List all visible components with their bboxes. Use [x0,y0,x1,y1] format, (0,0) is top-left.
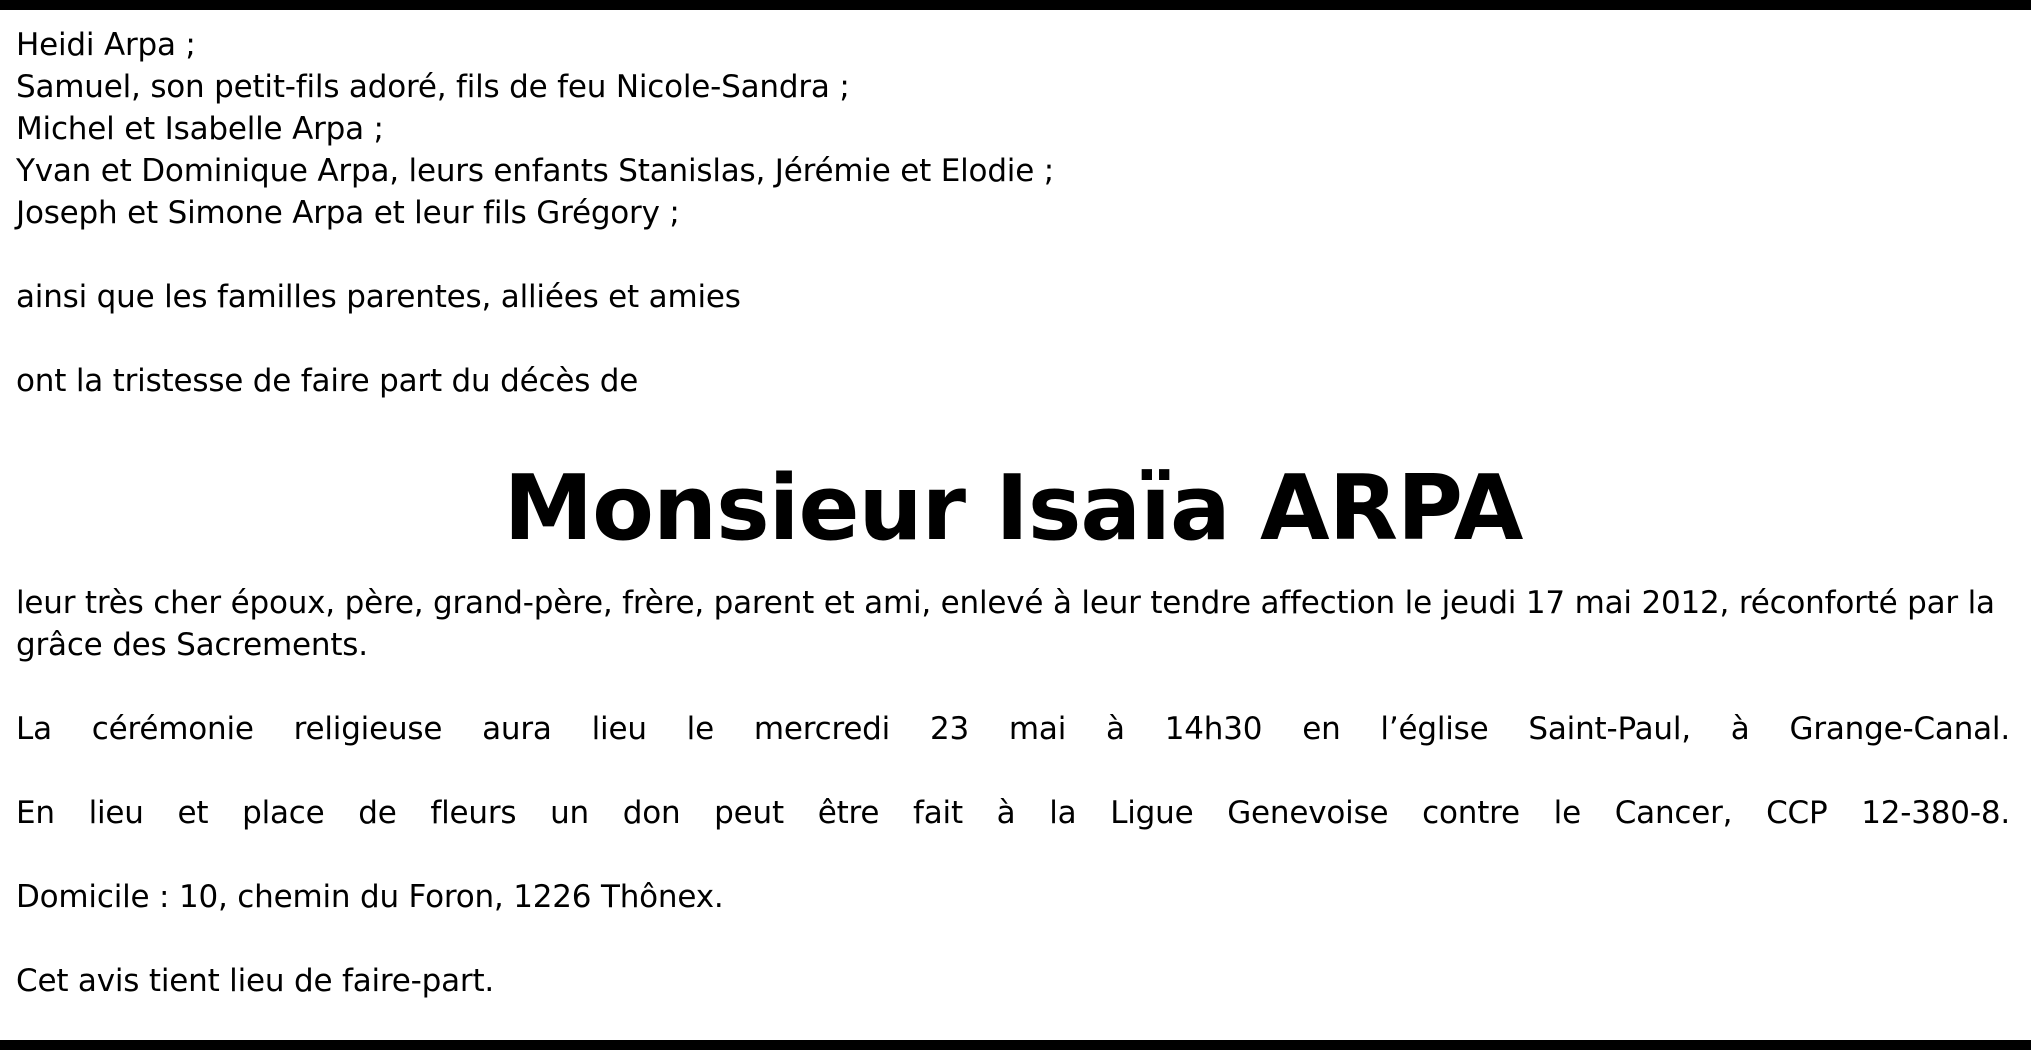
top-border [0,0,2031,10]
bottom-border [0,1040,2031,1050]
family-line-1: Heidi Arpa ; [16,27,196,63]
family-line-5: Joseph et Simone Arpa et leur fils Grégory ; [16,195,680,231]
relatives-line: ainsi que les familles parentes, alliées et amies [16,279,741,315]
donation-paragraph: En lieu et place de fleurs un don peut être fait à la Ligue Genevoise contre le Cancer, CCP 12-380-8. [16,795,2010,831]
family-line-3: Michel et Isabelle Arpa ; [16,111,384,147]
description-paragraph: leur très cher époux, père, grand-père, frère, parent et ami, enlevé à leur tendre affection le jeudi 17 mai 2012, réconforté par la grâce des Sacrements. [16,585,1995,663]
ceremony-paragraph: La cérémonie religieuse aura lieu le mercredi 23 mai à 14h30 en l’église Saint-Paul, à Grange-Canal. [16,711,2010,747]
deceased-name: Monsieur Isaïa ARPA [503,456,1523,561]
announcement-line: ont la tristesse de faire part du décès de [16,363,639,399]
domicile-line: Domicile : 10, chemin du Foron, 1226 Thônex. [16,879,724,915]
family-line-4: Yvan et Dominique Arpa, leurs enfants Stanislas, Jérémie et Elodie ; [16,153,1054,189]
deceased-name-block [16,450,2010,568]
family-list [16,24,2010,234]
notice-line: Cet avis tient lieu de faire-part. [16,963,495,999]
family-line-2: Samuel, son petit-fils adoré, fils de feu Nicole-Sandra ; [16,69,850,105]
obituary-notice [16,24,2010,1002]
